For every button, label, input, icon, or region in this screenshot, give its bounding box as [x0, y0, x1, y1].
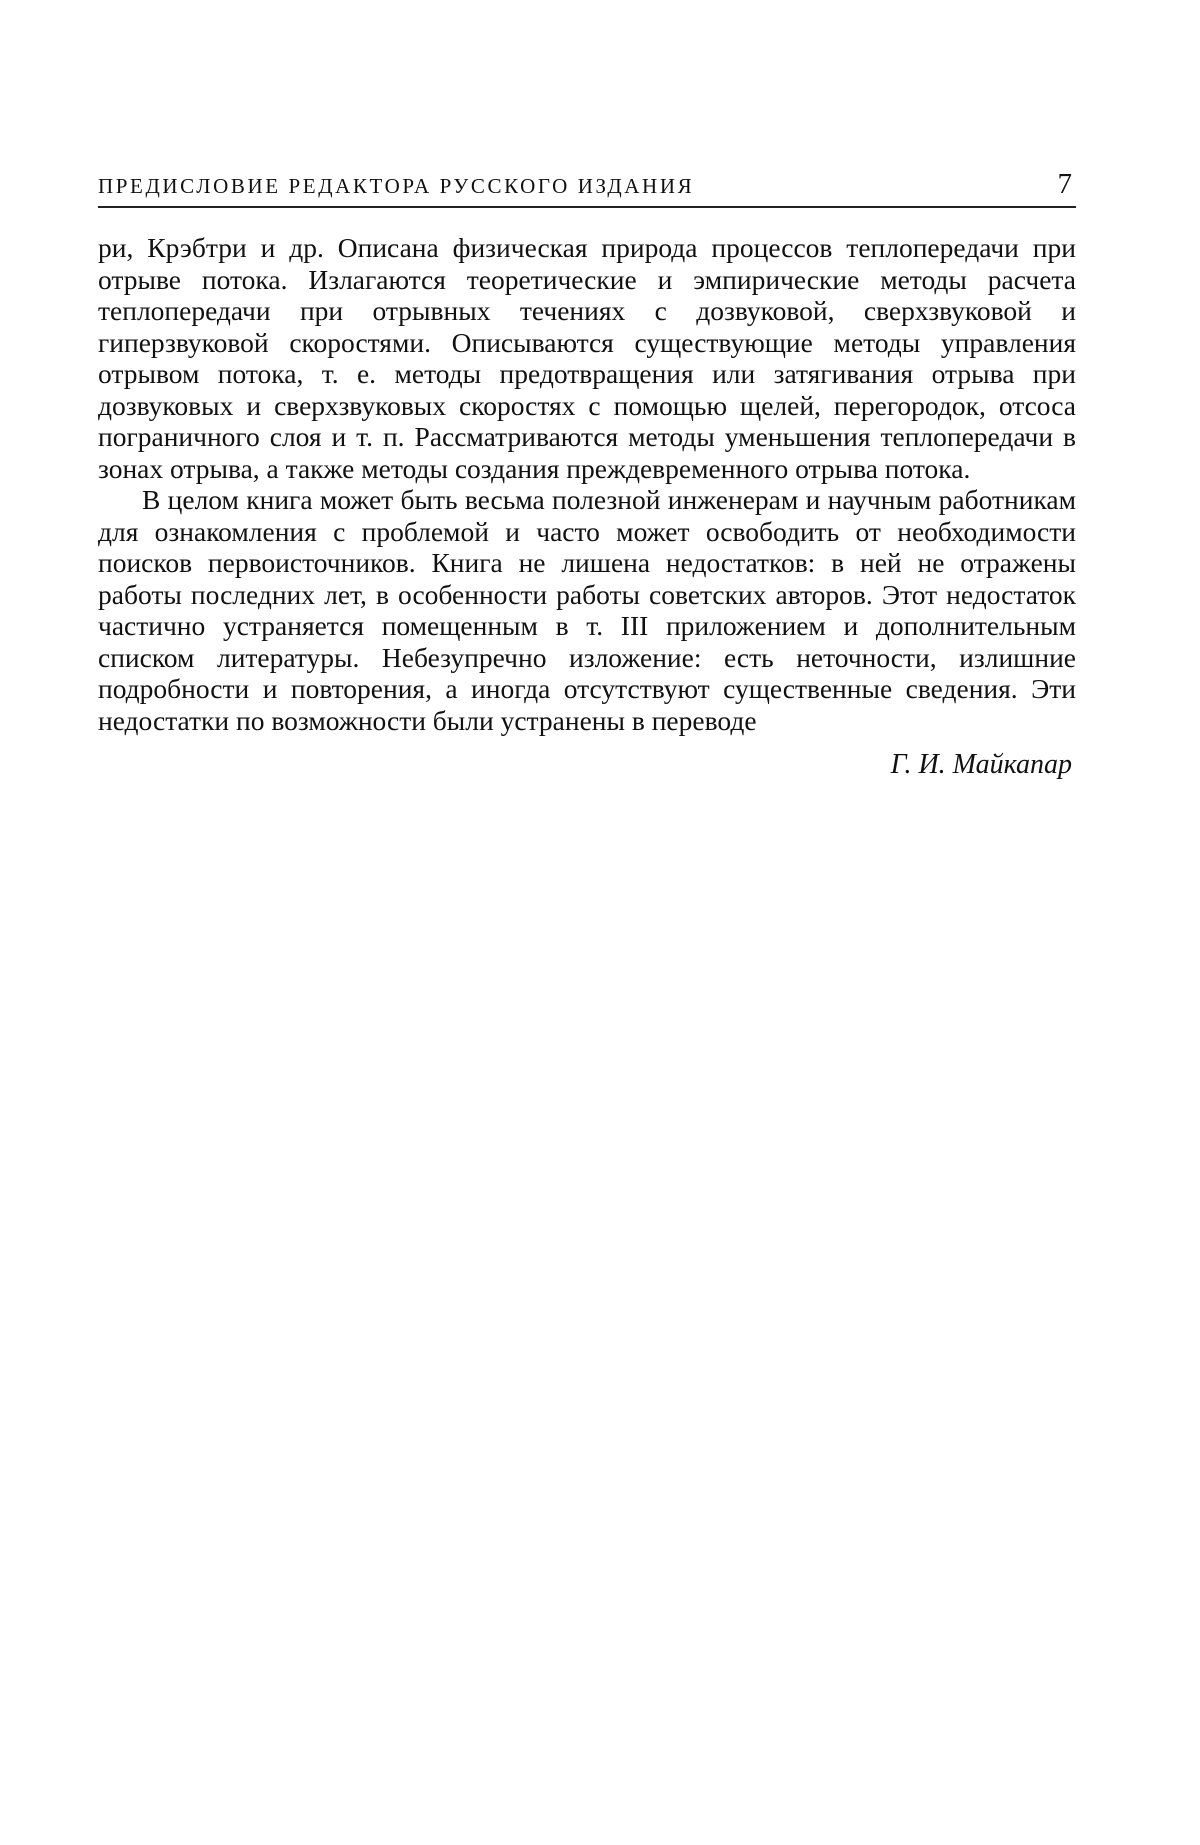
page-number: 7 [1057, 168, 1072, 200]
running-header [98, 168, 1076, 208]
running-header-title: ПРЕДИСЛОВИЕ РЕДАКТОРА РУССКОГО ИЗДАНИЯ [98, 174, 695, 198]
body-text [98, 232, 1076, 781]
paragraph: В целом книга может быть весьма полезной инженерам и научным работникам для ознакомления с проблемой и часто может освободить от необходимости поисков первоисточников. Книга не лишена недостатков: в ней не отражены работы последних лет, в особенности работы советских авторов. Этот недостаток частично устраняется помещенным в т. III приложением и дополнительным списком литературы. Небезупречно изложение: есть неточности, излишние подробности и повторения, а иногда отсутствуют существенные сведения. Эти недостатки по возможности были устранены в переводе [98, 484, 1076, 736]
paragraph-continued: ри, Крэбтри и др. Описана физическая природа процессов теплопередачи при отрыве потока. Излагаются теоретические и эмпирические методы расчета теплопередачи при отрывных течениях с дозвуковой, сверхзвуковой и гиперзвуковой скоростями. Описываются существующие методы управления отрывом потока, т. е. методы предотвращения или затягивания отрыва при дозвуковых и сверхзвуковых скоростях с помощью щелей, перегородок, отсоса пограничного слоя и т. п. Рассматриваются методы уменьшения теплопередачи в зонах отрыва, а также методы создания преждевременного отрыва потока. [98, 232, 1076, 484]
signature: Г. И. Майкапар [890, 749, 1072, 780]
header-rule [98, 206, 1076, 208]
